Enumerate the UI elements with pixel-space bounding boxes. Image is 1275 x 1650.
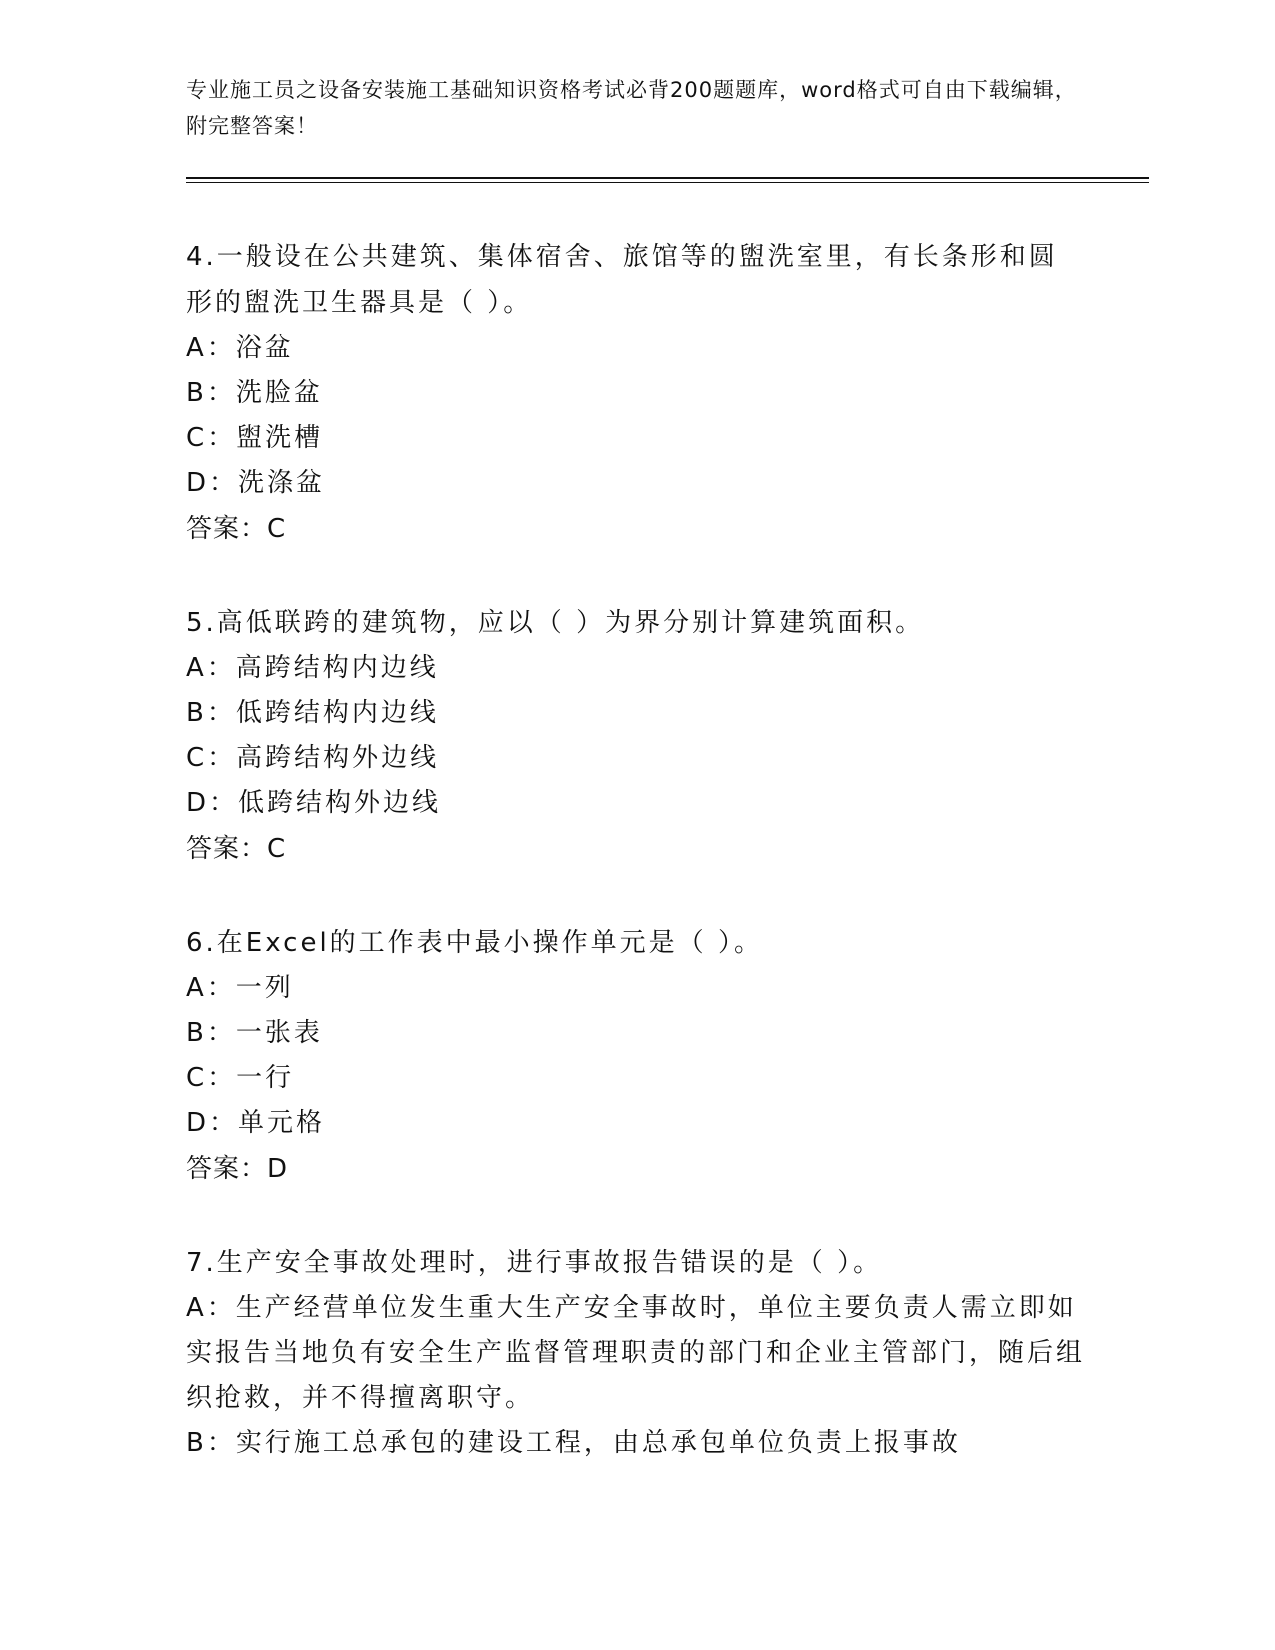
option-c: C：一行 <box>186 1063 295 1093</box>
question-stem: 4.一般设在公共建筑、集体宿舍、旅馆等的盥洗室里，有长条形和圆形的盥洗卫生器具是（ ）。 <box>186 242 1058 318</box>
question-item <box>186 1240 1086 1466</box>
option-b: B：洗脸盆 <box>186 378 323 408</box>
option-c: C：盥洗槽 <box>186 423 324 453</box>
answer-line: 答案：C <box>186 834 287 864</box>
header-divider-thin <box>186 182 1149 183</box>
option-d: D：低跨结构外边线 <box>186 788 442 818</box>
option-b: B：一张表 <box>186 1018 323 1048</box>
header-divider-thick <box>186 177 1149 179</box>
option-a: A：浴盆 <box>186 333 294 363</box>
option-a: A：一列 <box>186 973 294 1003</box>
question-stem: 6.在Excel的工作表中最小操作单元是（ ）。 <box>186 928 763 958</box>
option-d: D：单元格 <box>186 1108 326 1138</box>
question-stem: 7.生产安全事故处理时，进行事故报告错误的是（ ）。 <box>186 1248 883 1278</box>
option-b: B：实行施工总承包的建设工程，由总承包单位负责上报事故 <box>186 1428 961 1458</box>
question-item <box>186 234 1086 552</box>
answer-line: 答案：D <box>186 1154 289 1184</box>
header-intro-text: 专业施工员之设备安装施工基础知识资格考试必背200题题库，word格式可自由下载编辑，附完整答案！ <box>186 78 1077 138</box>
question-stem: 5.高低联跨的建筑物，应以（ ）为界分别计算建筑面积。 <box>186 608 925 638</box>
option-b: B：低跨结构内边线 <box>186 698 439 728</box>
document-header <box>186 72 1086 144</box>
option-a: A：生产经营单位发生重大生产安全事故时，单位主要负责人需立即如实报告当地负有安全生产监督管理职责的部门和企业主管部门，随后组织抢救，并不得擅离职守。 <box>186 1293 1086 1413</box>
option-a: A：高跨结构内边线 <box>186 653 439 683</box>
option-c: C：高跨结构外边线 <box>186 743 440 773</box>
question-item <box>186 920 1086 1192</box>
question-list <box>186 234 1086 1514</box>
option-d: D：洗涤盆 <box>186 468 326 498</box>
question-item <box>186 600 1086 872</box>
answer-line: 答案：C <box>186 514 287 544</box>
